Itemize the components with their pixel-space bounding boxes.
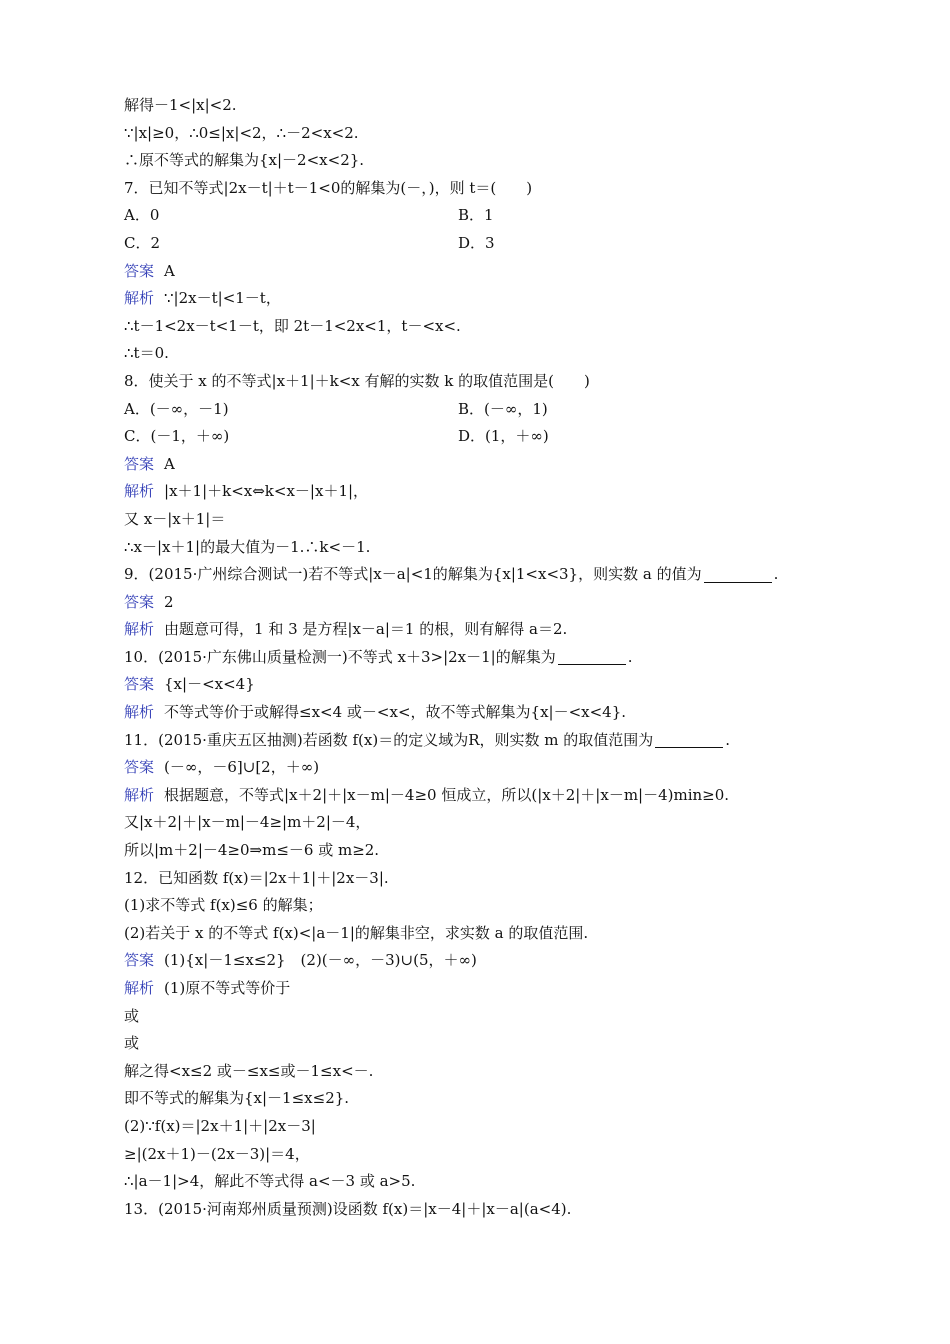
text-line	[124, 340, 844, 368]
line-text: 或	[124, 1006, 140, 1025]
text-line	[124, 837, 844, 865]
option-row	[124, 396, 844, 424]
line-text: 8．使关于 x 的不等式|x＋1|＋k<x 有解的实数 k 的取值范围是( )	[124, 371, 590, 390]
text-line	[124, 313, 844, 341]
answer-text: (1){x|－1≤x≤2} (2)(－∞，－3)∪(5，＋∞)	[164, 951, 477, 970]
text-line	[124, 1003, 844, 1031]
line-text: 解之得<x≤2 或－≤x≤或－1≤x<－.	[124, 1061, 374, 1080]
line-text: 又 x－|x＋1|＝	[124, 509, 226, 528]
text-line	[124, 644, 844, 672]
text-line	[124, 285, 844, 313]
text-line	[124, 1141, 844, 1169]
text-line	[124, 975, 844, 1003]
answer-text: 2	[164, 592, 174, 611]
line-text: 解得－1<|x|<2.	[124, 96, 237, 114]
text-line	[124, 258, 844, 286]
line-text: 不等式等价于或解得≤x<4 或－<x<，故不等式解集为{x|－<x<4}.	[164, 703, 627, 722]
answer-label: 答案	[124, 261, 155, 280]
line-text: ∵|2x－t|<1－t，	[164, 289, 281, 308]
option-item: C．2	[124, 233, 161, 252]
line-text: (2)若关于 x 的不等式 f(x)<|a－1|的解集非空，求实数 a 的取值范围.	[124, 923, 589, 942]
line-text: 或	[124, 1034, 140, 1053]
line-text: ∴t－1<2x－t<1－t，即 2t－1<2x<1，t－<x<.	[124, 316, 461, 335]
option-item: D．3	[458, 233, 495, 252]
text-line	[124, 892, 844, 920]
text-line	[124, 727, 844, 755]
line-text: 由题意可得，1 和 3 是方程|x－a|＝1 的根，则有解得 a＝2.	[164, 620, 568, 639]
answer-blank	[558, 650, 626, 665]
option-row	[124, 202, 844, 230]
text-line	[124, 175, 844, 203]
text-line	[124, 1113, 844, 1141]
line-text: 11．(2015·重庆五区抽测)若函数 f(x)＝的定义域为R，则实数 m 的取值范围为	[124, 730, 654, 749]
answer-label: 答案	[124, 758, 155, 777]
analysis-label: 解析	[124, 289, 155, 308]
option-item: A．(－∞，－1)	[124, 399, 229, 418]
option-item: D．(1，＋∞)	[458, 427, 549, 446]
line-text: 13．(2015·河南郑州质量预测)设函数 f(x)＝|x－4|＋|x－a|(a<4).	[124, 1199, 572, 1218]
line-text: 又|x＋2|＋|x－m|－4≥|m＋2|－4，	[124, 813, 371, 832]
answer-label: 答案	[124, 951, 155, 970]
line-end: .	[627, 647, 633, 666]
option-item: B．(－∞，1)	[458, 399, 548, 418]
line-end: .	[773, 565, 779, 584]
line-text: ≥|(2x＋1)－(2x－3)|＝4，	[124, 1144, 310, 1163]
text-line	[124, 92, 844, 120]
line-text: ∴原不等式的解集为{x|－2<x<2}.	[124, 151, 365, 170]
text-line	[124, 1168, 844, 1196]
text-line	[124, 478, 844, 506]
line-text: ∵|x|≥0，∴0≤|x|<2，∴－2<x<2.	[124, 123, 359, 142]
option-item: C．(－1，＋∞)	[124, 427, 230, 446]
line-text: ∴t＝0.	[124, 344, 169, 363]
answer-label: 答案	[124, 454, 155, 473]
text-line	[124, 782, 844, 810]
line-text: ∴|a－1|>4，解此不等式得 a<－3 或 a>5.	[124, 1172, 416, 1191]
line-text: 根据题意，不等式|x＋2|＋|x－m|－4≥0 恒成立，所以(|x＋2|＋|x－m|－4)min≥0.	[164, 785, 730, 804]
text-line	[124, 1196, 844, 1224]
text-line	[124, 947, 844, 975]
text-line	[124, 809, 844, 837]
text-line	[124, 368, 844, 396]
text-line	[124, 865, 844, 893]
document-body	[124, 92, 844, 1223]
text-line	[124, 534, 844, 562]
text-line	[124, 589, 844, 617]
option-row	[124, 423, 844, 451]
line-text: (1)求不等式 f(x)≤6 的解集；	[124, 896, 323, 915]
analysis-label: 解析	[124, 979, 155, 997]
line-text: (2)∵f(x)＝|2x＋1|＋|2x－3|	[124, 1116, 316, 1135]
analysis-label: 解析	[124, 703, 155, 722]
line-end: .	[725, 730, 731, 749]
line-text: |x＋1|＋k<x⇔k<x－|x＋1|，	[164, 482, 369, 501]
option-row	[124, 230, 844, 258]
line-text: 所以|m＋2|－4≥0⇒m≤－6 或 m≥2.	[124, 841, 380, 860]
answer-text: A	[164, 454, 175, 473]
answer-text: A	[164, 261, 175, 280]
answer-blank	[655, 733, 723, 748]
line-text: 10．(2015·广东佛山质量检测一)不等式 x＋3>|2x－1|的解集为	[124, 647, 556, 666]
text-line	[124, 506, 844, 534]
text-line	[124, 561, 844, 589]
text-line	[124, 120, 844, 148]
text-line	[124, 1030, 844, 1058]
answer-label: 答案	[124, 592, 155, 611]
answer-text: {x|－<x<4}	[164, 675, 255, 694]
text-line	[124, 1085, 844, 1113]
text-line	[124, 920, 844, 948]
text-line	[124, 1058, 844, 1086]
analysis-label: 解析	[124, 620, 155, 639]
answer-label: 答案	[124, 675, 155, 694]
answer-blank	[704, 568, 772, 583]
option-item: B．1	[458, 206, 494, 225]
line-text: 即不等式的解集为{x|－1≤x≤2}.	[124, 1089, 350, 1108]
analysis-label: 解析	[124, 785, 155, 804]
line-text: (1)原不等式等价于	[164, 979, 291, 997]
text-line	[124, 451, 844, 479]
text-line	[124, 671, 844, 699]
analysis-label: 解析	[124, 482, 155, 501]
text-line	[124, 616, 844, 644]
text-line	[124, 147, 844, 175]
line-text: ∴x－|x＋1|的最大值为－1.∴k<－1.	[124, 537, 371, 556]
line-text: 9．(2015·广州综合测试一)若不等式|x－a|<1的解集为{x|1<x<3}，则实数 a 的值为	[124, 565, 702, 584]
text-line	[124, 699, 844, 727]
answer-text: (－∞，－6]∪[2，＋∞)	[164, 758, 320, 777]
line-text: 12．已知函数 f(x)＝|2x＋1|＋|2x－3|.	[124, 868, 389, 887]
line-text: 7．已知不等式|2x－t|＋t－1<0的解集为(－，)，则 t＝( )	[124, 178, 533, 197]
option-item: A．0	[124, 206, 160, 225]
text-line	[124, 754, 844, 782]
